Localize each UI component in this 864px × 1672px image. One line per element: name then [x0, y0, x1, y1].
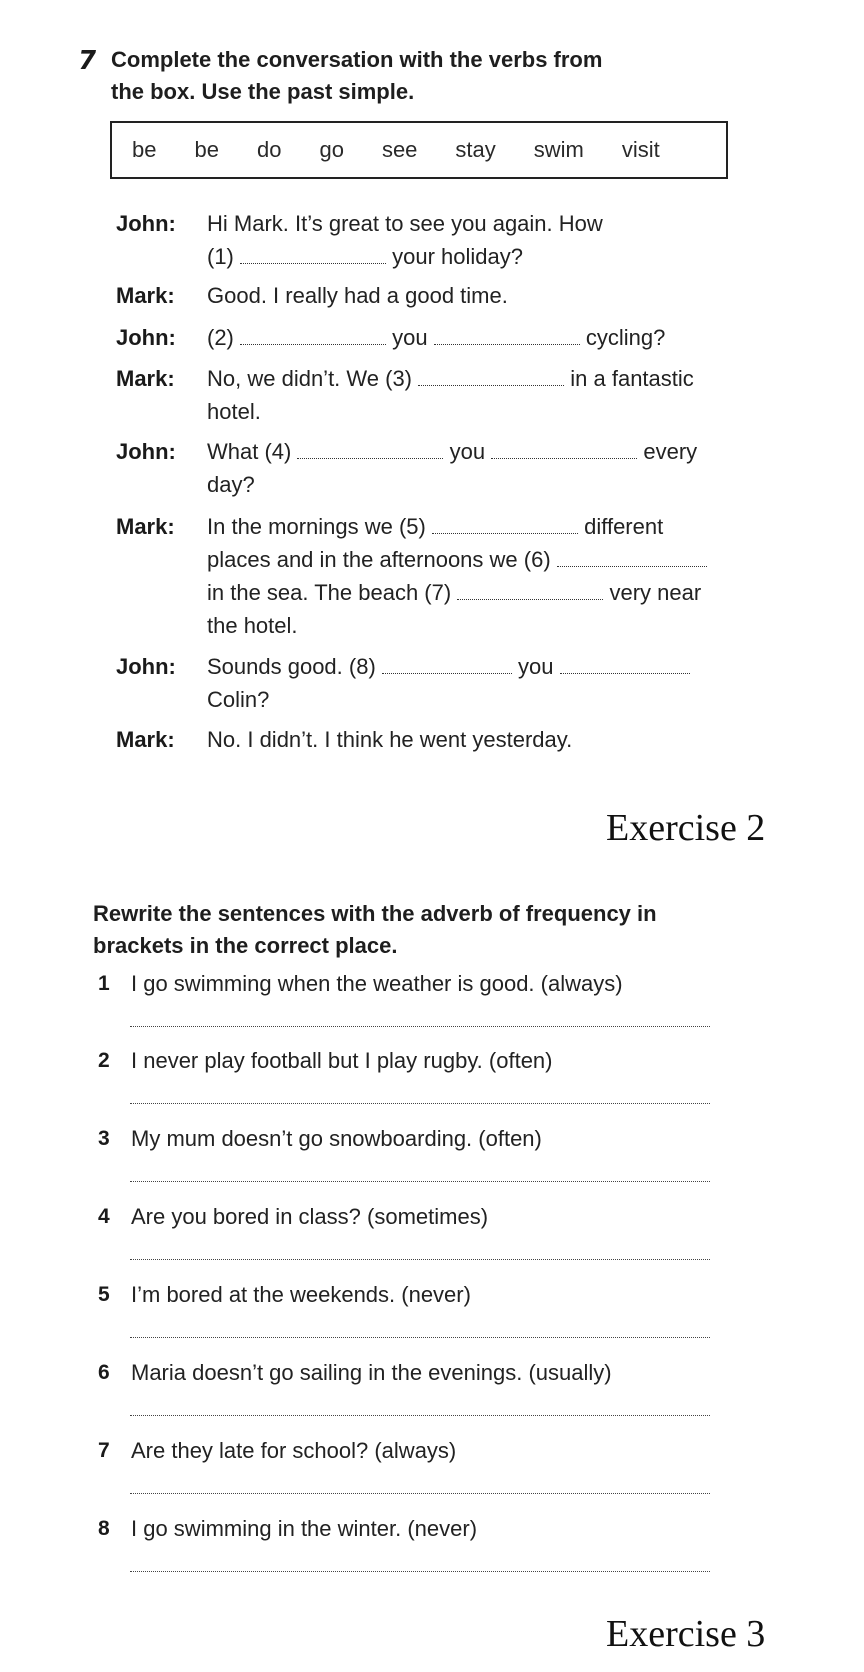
dialogue-line: (1) your holiday?: [207, 244, 524, 269]
dialogue-line: (2) you cycling?: [207, 325, 666, 350]
verb-word: swim: [533, 137, 584, 162]
answer-gap-1[interactable]: [240, 245, 386, 264]
item-sentence: I go swimming in the winter. (never): [131, 1516, 478, 1541]
speaker-label: Mark:: [116, 727, 175, 752]
item-number: 8: [98, 1517, 110, 1540]
dialogue-line: Hi Mark. It’s great to see you again. How: [207, 211, 603, 236]
exercise-number: 7: [75, 46, 99, 76]
exercise-3-heading: Exercise 3: [606, 1613, 766, 1655]
item-sentence: I never play football but I play rugby. (often): [131, 1048, 553, 1073]
verb-word: stay: [455, 137, 496, 162]
answer-gap-3[interactable]: [418, 367, 564, 386]
dialogue-line: hotel.: [207, 399, 261, 424]
answer-gap-4a[interactable]: [297, 440, 443, 459]
answer-line[interactable]: [130, 1103, 710, 1104]
item-number: 4: [98, 1205, 110, 1228]
answer-gap-8a[interactable]: [382, 655, 512, 674]
item-sentence: I go swimming when the weather is good. (always): [131, 971, 623, 996]
verb-word: go: [319, 137, 344, 162]
dialogue-line: in the sea. The beach (7) very near: [207, 580, 702, 605]
answer-line[interactable]: [130, 1337, 710, 1338]
item-sentence: Maria doesn’t go sailing in the evenings. (usually): [131, 1360, 612, 1385]
dialogue-line: day?: [207, 472, 255, 497]
answer-line[interactable]: [130, 1259, 710, 1260]
exercise-2-instruction-line2: brackets in the correct place.: [93, 933, 398, 958]
dialogue-line: In the mornings we (5) different: [207, 514, 664, 539]
answer-gap-4b[interactable]: [491, 440, 637, 459]
verb-word: be: [194, 137, 219, 162]
item-sentence: My mum doesn’t go snowboarding. (often): [131, 1126, 542, 1151]
answer-gap-8b[interactable]: [560, 655, 690, 674]
answer-line[interactable]: [130, 1571, 710, 1572]
item-number: 2: [98, 1049, 110, 1072]
exercise-2-heading: Exercise 2: [606, 807, 766, 849]
speaker-label: Mark:: [116, 283, 175, 308]
speaker-label: John:: [116, 325, 176, 350]
verb-word: visit: [621, 137, 660, 162]
answer-line[interactable]: [130, 1415, 710, 1416]
dialogue-line: Sounds good. (8) you: [207, 654, 690, 680]
item-sentence: Are you bored in class? (sometimes): [131, 1204, 489, 1229]
dialogue-line: Colin?: [207, 687, 270, 712]
item-number: 1: [98, 972, 110, 995]
answer-gap-7[interactable]: [457, 581, 603, 600]
verb-box: [110, 121, 728, 179]
item-number: 3: [98, 1127, 110, 1150]
dialogue-line: Good. I really had a good time.: [207, 283, 508, 308]
item-sentence: Are they late for school? (always): [131, 1438, 457, 1463]
dialogue-line: No. I didn’t. I think he went yesterday.: [207, 727, 573, 752]
exercise-instruction-line2: the box. Use the past simple.: [111, 79, 415, 104]
answer-line[interactable]: [130, 1493, 710, 1494]
answer-line[interactable]: [130, 1181, 710, 1182]
speaker-label: Mark:: [116, 366, 175, 391]
item-sentence: I’m bored at the weekends. (never): [131, 1282, 471, 1307]
speaker-label: John:: [116, 211, 176, 236]
answer-gap-5[interactable]: [432, 515, 578, 534]
exercise-2-instruction-line1: Rewrite the sentences with the adverb of frequency in: [93, 901, 657, 926]
answer-gap-2a[interactable]: [240, 326, 386, 345]
speaker-label: Mark:: [116, 514, 175, 539]
answer-gap-2b[interactable]: [434, 326, 580, 345]
dialogue-line: No, we didn’t. We (3) in a fantastic: [207, 366, 694, 391]
item-number: 7: [98, 1439, 110, 1462]
verb-word: see: [381, 137, 418, 162]
speaker-label: John:: [116, 439, 176, 464]
verb-word: do: [256, 137, 282, 162]
verb-word: be: [132, 137, 157, 162]
item-number: 5: [98, 1283, 110, 1306]
dialogue-line: What (4) you every: [207, 439, 698, 464]
dialogue-line: places and in the afternoons we (6): [207, 547, 707, 573]
item-number: 6: [98, 1361, 110, 1384]
dialogue-line: the hotel.: [207, 613, 298, 638]
answer-line[interactable]: [130, 1026, 710, 1027]
speaker-label: John:: [116, 654, 176, 679]
answer-gap-6[interactable]: [557, 548, 707, 567]
exercise-instruction-line1: Complete the conversation with the verbs from: [111, 47, 603, 72]
